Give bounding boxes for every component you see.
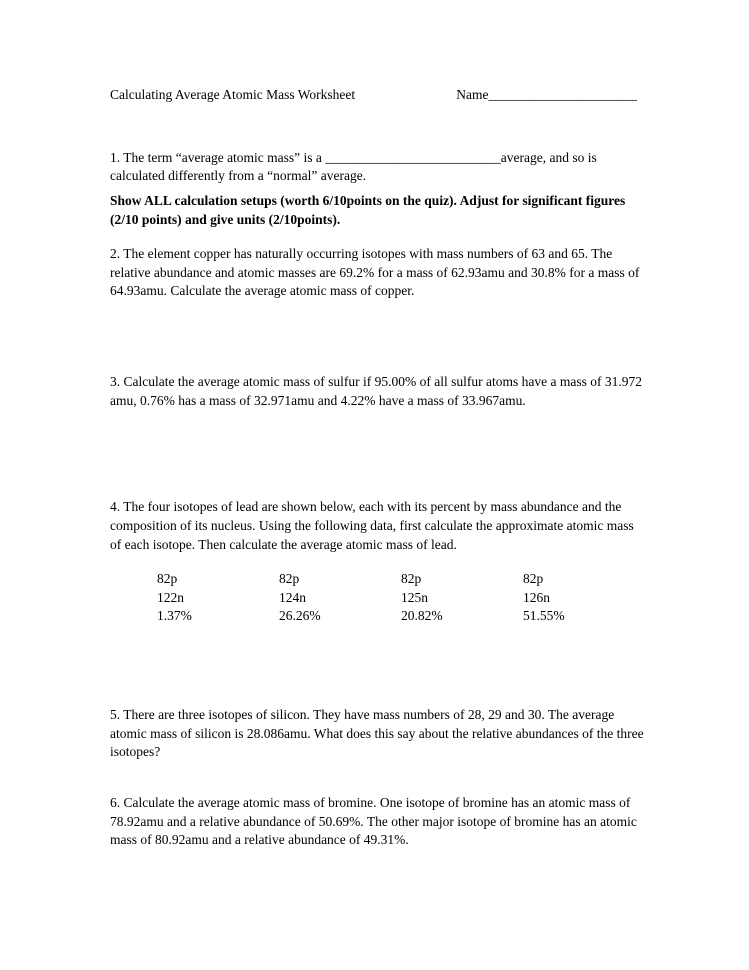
worksheet-header	[110, 86, 645, 105]
name-field	[456, 86, 645, 105]
question-1-tail: average, and so is calculated differently from a “normal” average.	[110, 149, 597, 184]
isotope-3-protons: 82p	[401, 571, 422, 587]
isotope-4-protons: 82p	[523, 571, 544, 587]
isotope-column-1	[157, 570, 279, 626]
isotope-4-abundance: 51.55%	[523, 608, 565, 624]
page-title: Calculating Average Atomic Mass Worksheet	[110, 87, 356, 102]
isotope-column-2	[279, 570, 401, 626]
name-label: Name	[456, 87, 489, 102]
isotope-1-neutrons: 122n	[157, 589, 184, 605]
isotope-2-neutrons: 124n	[279, 589, 306, 605]
question-5: 5. There are three isotopes of silicon. They have mass numbers of 28, 29 and 30. The average atomic mass of silicon is 28.086amu. What does this say about the relative abundances of the three isotopes?	[110, 707, 644, 760]
isotope-1-abundance: 1.37%	[157, 608, 192, 624]
name-blank-line: ______________________	[488, 87, 637, 102]
isotope-1-protons: 82p	[157, 571, 178, 587]
isotope-column-3	[401, 570, 523, 626]
question-1-blank-line: __________________________	[325, 149, 501, 165]
question-6: 6. Calculate the average atomic mass of bromine. One isotope of bromine has an atomic mass of 78.92amu and a relative abundance of 50.69%. The other major isotope of bromine has an atomic mass of 80.92amu and a relative abundance of 49.31%.	[110, 794, 637, 848]
isotope-3-neutrons: 125n	[401, 589, 428, 605]
isotope-4-neutrons: 126n	[523, 589, 550, 605]
question-2: 2. The element copper has naturally occurring isotopes with mass numbers of 63 and 65. The relative abundance and atomic masses are 69.2% for a mass of 62.93amu and 30.8% for a mass of 64.93amu. Calculate the average atomic mass of copper.	[110, 246, 640, 299]
isotope-3-abundance: 20.82%	[401, 608, 443, 624]
isotope-column-4	[523, 570, 645, 626]
question-4: 4. The four isotopes of lead are shown below, each with its percent by mass abundance and the composition of its nucleus. Using the following data, first calculate the approximate atomic mass of each isotope. Then calculate the average atomic mass of lead.	[110, 499, 634, 552]
isotope-2-protons: 82p	[279, 571, 300, 587]
question-1	[110, 149, 645, 186]
instructions-note: Show ALL calculation setups (worth 6/10points on the quiz). Adjust for significant figures (2/10 points) and give units (2/10points).	[110, 192, 626, 227]
question-3: 3. Calculate the average atomic mass of sulfur if 95.00% of all sulfur atoms have a mass of 31.972 amu, 0.76% has a mass of 32.971amu and 4.22% have a mass of 33.967amu.	[110, 374, 642, 408]
isotope-table	[157, 570, 645, 626]
question-1-lead: 1. The term “average atomic mass” is a	[110, 149, 326, 165]
isotope-2-abundance: 26.26%	[279, 608, 321, 624]
